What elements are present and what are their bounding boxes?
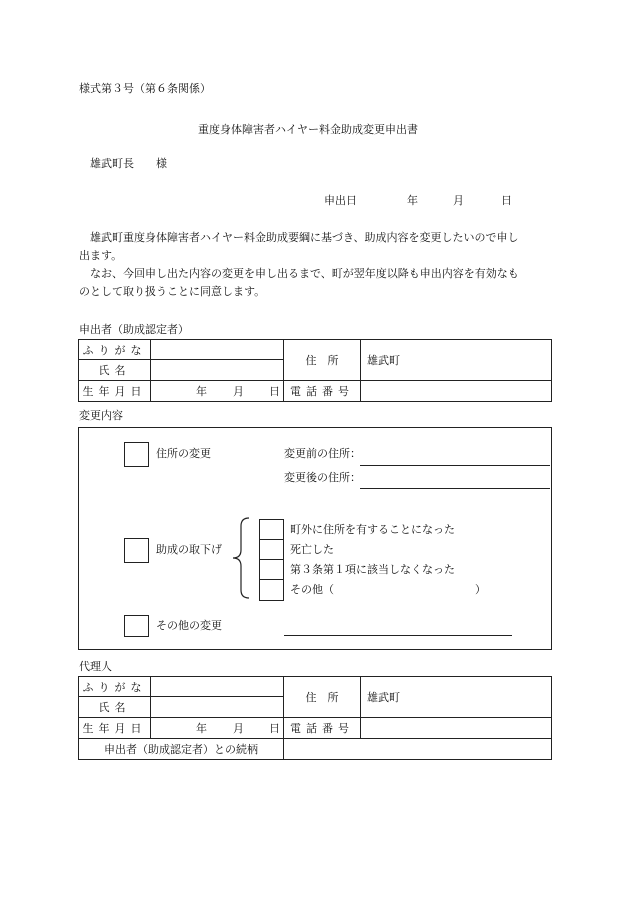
- agent-birth-day-unit: 日: [269, 722, 280, 735]
- applicant-phone-label: 電話番号: [284, 381, 361, 402]
- after-address-line[interactable]: [360, 488, 550, 489]
- withdrawal-label: 助成の取下げ: [156, 543, 222, 556]
- applicant-name-field[interactable]: [151, 360, 284, 381]
- body-line-1: 雄武町重度身体障害者ハイヤー料金助成要綱に基づき、助成内容を変更したいので申し: [90, 231, 519, 244]
- agent-table: [78, 676, 552, 760]
- agent-relation-label: 申出者（助成認定者）との続柄: [79, 739, 284, 760]
- applicant-birth-day-unit: 日: [269, 385, 280, 398]
- agent-furigana-field[interactable]: [151, 677, 284, 697]
- agent-address-label: 住 所: [284, 677, 361, 718]
- other-change-line[interactable]: [284, 635, 512, 636]
- applicant-birth-month-unit: 月: [233, 385, 244, 398]
- agent-phone-label: 電話番号: [284, 718, 361, 739]
- applicant-name-label: 氏名: [79, 360, 151, 381]
- agent-birthdate-label: 生年月日: [79, 718, 151, 739]
- brace-icon: [229, 516, 251, 600]
- body-line-2: 出ます。: [79, 249, 123, 262]
- applicant-birthdate-field[interactable]: [151, 381, 284, 402]
- agent-name-label: 氏名: [79, 697, 151, 718]
- before-address-line[interactable]: [360, 465, 550, 466]
- address-change-label: 住所の変更: [156, 447, 211, 460]
- other-change-label: その他の変更: [156, 619, 222, 632]
- date-label: 申出日: [324, 194, 357, 207]
- agent-name-field[interactable]: [151, 697, 284, 718]
- applicant-table: [78, 339, 552, 402]
- after-address-label: 変更後の住所：: [284, 471, 361, 484]
- applicant-birthdate-label: 生年月日: [79, 381, 151, 402]
- date-year-unit: 年: [407, 194, 418, 207]
- changes-heading: 変更内容: [79, 409, 123, 422]
- applicant-birth-year-unit: 年: [196, 385, 207, 398]
- applicant-furigana-field[interactable]: [151, 340, 284, 360]
- changes-panel: [78, 427, 552, 650]
- agent-birth-year-unit: 年: [196, 722, 207, 735]
- agent-phone-field[interactable]: [361, 718, 552, 739]
- reason-4-label: その他（: [290, 583, 334, 596]
- reason-3-label: 第３条第１項に該当しなくなった: [290, 563, 455, 576]
- agent-relation-field[interactable]: [284, 739, 552, 760]
- date-month-unit: 月: [453, 194, 464, 207]
- address-change-checkbox[interactable]: [124, 442, 149, 467]
- agent-furigana-label: ふりがな: [79, 677, 151, 697]
- applicant-heading: 申出者（助成認定者）: [79, 323, 189, 336]
- applicant-furigana-label: ふりがな: [79, 340, 151, 360]
- reason-1-checkbox[interactable]: [259, 519, 284, 541]
- body-line-4: のとして取り扱うことに同意します。: [79, 285, 266, 298]
- agent-birthdate-field[interactable]: [151, 718, 284, 739]
- reason-1-label: 町外に住所を有することになった: [290, 523, 455, 536]
- applicant-address-label: 住 所: [284, 340, 361, 381]
- applicant-phone-field[interactable]: [361, 381, 552, 402]
- reason-2-checkbox[interactable]: [259, 539, 284, 561]
- reason-4-close-paren: ）: [475, 583, 486, 596]
- reason-3-checkbox[interactable]: [259, 559, 284, 581]
- addressee: 雄武町長 様: [90, 157, 167, 170]
- withdrawal-checkbox[interactable]: [124, 538, 149, 563]
- applicant-address-value[interactable]: 雄武町: [361, 340, 552, 381]
- other-change-checkbox[interactable]: [124, 615, 149, 637]
- reason-4-checkbox[interactable]: [259, 579, 284, 601]
- agent-birth-month-unit: 月: [233, 722, 244, 735]
- date-day-unit: 日: [501, 194, 512, 207]
- agent-heading: 代理人: [79, 660, 112, 673]
- form-title: 重度身体障害者ハイヤー料金助成変更申出書: [198, 123, 418, 136]
- agent-address-value[interactable]: 雄武町: [361, 677, 552, 718]
- form-number: 様式第３号（第６条関係）: [79, 82, 211, 95]
- before-address-label: 変更前の住所：: [284, 447, 361, 460]
- body-line-3: なお、今回申し出た内容の変更を申し出るまで、町が翌年度以降も申出内容を有効なも: [90, 267, 519, 280]
- reason-2-label: 死亡した: [290, 543, 334, 556]
